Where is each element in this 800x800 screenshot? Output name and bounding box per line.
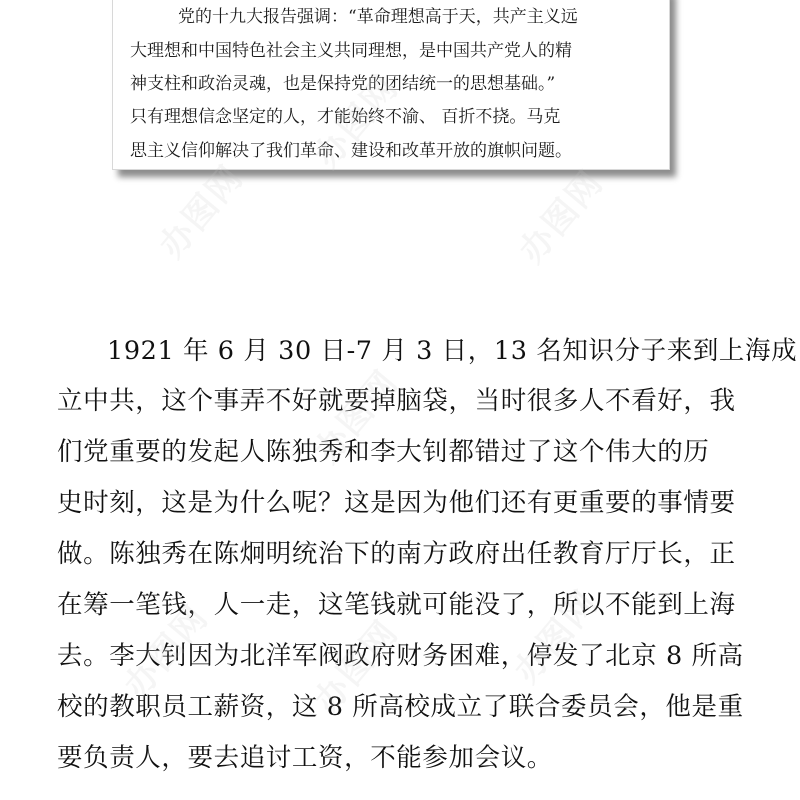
quote-line: 思主义信仰解决了我们革命、建设和改革开放的旗帜问题。 [130, 141, 572, 161]
watermark: 办图网 [306, 362, 407, 471]
paragraph-line: 要负责人，要去追讨工资，不能参加会议。 [57, 743, 553, 773]
paragraph-line: 1921 年 6 月 30 日-7 月 3 日，13 名知识分子来到上海成 [107, 336, 798, 366]
watermark: 办图网 [511, 162, 612, 271]
quote-line: 神支柱和政治灵魂，也是保持党的团结统一的思想基础。” [130, 74, 556, 94]
paragraph-line: 史时刻，这是为什么呢？这是因为他们还有更重要的事情要 [57, 488, 736, 518]
watermark: 办图网 [116, 597, 217, 706]
paragraph-line: 立中共，这个事弄不好就要掉脑袋，当时很多人不看好，我 [57, 386, 736, 416]
watermark: 办图网 [306, 612, 407, 721]
quote-line: 大理想和中国特色社会主义共同理想，是中国共产党人的精 [130, 41, 572, 61]
watermark: 办图网 [506, 582, 607, 691]
quote-line: 只有理想信念坚定的人，才能始终不渝、 百折不挠。马克 [130, 107, 561, 127]
watermark: 办图网 [151, 157, 252, 266]
paragraph-line: 做。陈独秀在陈炯明统治下的南方政府出任教育厅厅长，正 [57, 539, 736, 569]
paragraph-line: 校的教职员工薪资，这 8 所高校成立了联合委员会，他是重 [57, 692, 744, 722]
quote-line: 党的十九大报告强调：“革命理想高于天，共产主义远 [178, 7, 578, 27]
paragraph-line: 们党重要的发起人陈独秀和李大钊都错过了这个伟大的历 [57, 437, 710, 467]
paragraph-line: 去。李大钊因为北洋军阀政府财务困难，停发了北京 8 所高 [57, 641, 744, 671]
paragraph-line: 在筹一笔钱，人一走，这笔钱就可能没了，所以不能到上海 [57, 590, 736, 620]
